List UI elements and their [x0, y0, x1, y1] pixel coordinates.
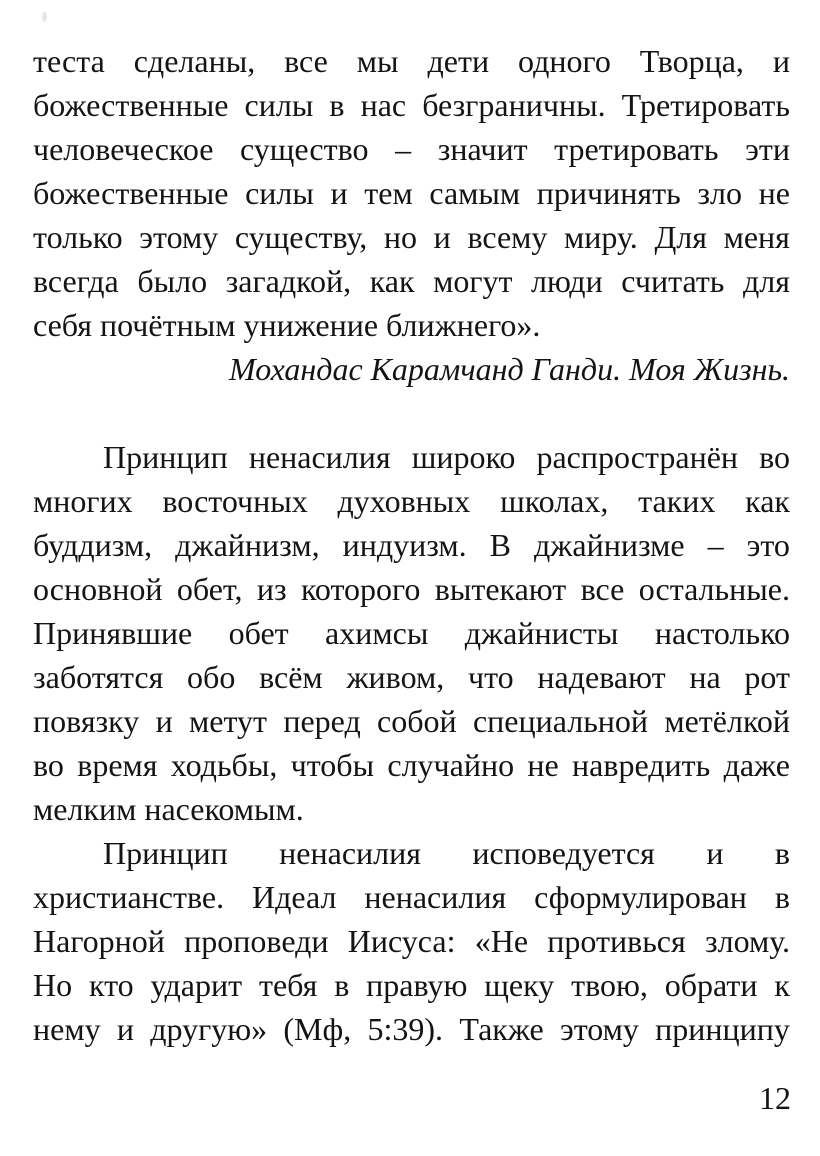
paragraph-jainism-line: основной обет, из которого вытекают все остальные.	[33, 571, 790, 607]
paragraph-jainism-line: повязку и метут перед собой специальной метёлкой	[33, 703, 790, 739]
quote-continuation-line: теста сделаны, все мы дети одного Творца, и	[33, 43, 790, 79]
scan-artifact	[42, 12, 47, 22]
quote-continuation-line: человеческое существо – значит третировать эти	[33, 131, 790, 167]
paragraph-jainism-line: мелким насекомым.	[33, 791, 304, 827]
text-content	[33, 39, 790, 1051]
paragraph-christianity-line: Нагорной проповеди Иисуса: «Не противься злому.	[33, 923, 790, 959]
quote-continuation-line: себя почётным унижение ближнего».	[33, 307, 541, 343]
paragraph-jainism-line: Принявшие обет ахимсы джайнисты настолько	[33, 615, 790, 651]
paragraph-christianity-line: Но кто ударит тебя в правую щеку твою, обрати к	[33, 967, 790, 1003]
paragraph-jainism-line: многих восточных духовных школах, таких как	[33, 483, 790, 519]
quote-continuation-line: божественные силы в нас безграничны. Третировать	[33, 87, 790, 123]
paragraph-jainism-line: Принцип ненасилия широко распространён во	[103, 439, 790, 475]
paragraph-christianity-line: Принцип ненасилия исповедуется и в	[103, 835, 790, 871]
quote-continuation-line: только этому существу, но и всему миру. Для меня	[33, 219, 790, 255]
page-number: 12	[759, 1080, 791, 1116]
quote-continuation-line: божественные силы и тем самым причинять зло не	[33, 175, 790, 211]
paragraph-christianity-line: нему и другую» (Мф, 5:39). Также этому принципу	[33, 1011, 790, 1047]
paragraph-jainism-line: заботятся обо всём живом, что надевают на рот	[33, 659, 790, 695]
paragraph-jainism-line: буддизм, джайнизм, индуизм. В джайнизме – это	[33, 527, 790, 563]
blank-line	[33, 391, 790, 435]
paragraph-jainism-line: во время ходьбы, чтобы случайно не навредить даже	[33, 747, 790, 783]
paragraph-christianity-line: христианстве. Идеал ненасилия сформулирован в	[33, 879, 790, 915]
quote-continuation-line: всегда было загадкой, как могут люди считать для	[33, 263, 790, 299]
attribution-line: Мохандас Карамчанд Ганди. Моя Жизнь.	[229, 351, 790, 387]
